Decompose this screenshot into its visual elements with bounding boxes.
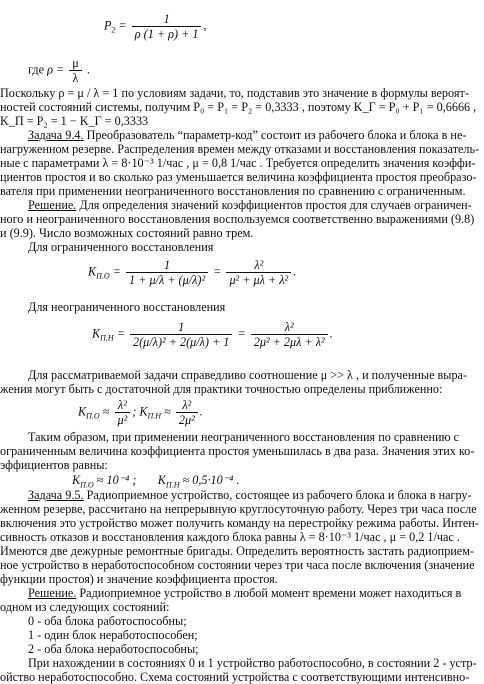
formula-p2-lhs: P bbox=[104, 18, 112, 33]
where-rho-line bbox=[0, 56, 90, 85]
state-item: 1 - один блок неработоспособен; bbox=[28, 628, 198, 642]
formula-kpn-fraction1 bbox=[130, 320, 232, 349]
task94-text: Преобразователь “параметр-код” состоит из рабочего блока и блока в не- bbox=[83, 128, 467, 142]
approx-sep: ; bbox=[132, 404, 137, 419]
para1-line: ностей состояний системы, получим P₀ = P₁ = P₂ = 0,3333 , поэтому K_Г = P₀ + P₁ = 0,6666 , bbox=[0, 100, 477, 114]
formula-kpn-tail: . bbox=[329, 326, 333, 341]
task95-line: женном резерве, рассчитано на непрерывную круглосуточную работу. Через три часа после bbox=[0, 502, 477, 516]
values-line bbox=[72, 473, 240, 489]
values-b-val: ≈ 0,5·10⁻⁴ . bbox=[182, 473, 240, 487]
task94-line: ные с параметрами λ = 8·10⁻³ 1/час , μ = 0,8 1/час . Требуется определить значения коэффи- bbox=[0, 156, 476, 170]
formula-p2-tail: , bbox=[203, 18, 207, 33]
task95-line: включения это устройство может получить команду на перестройку режима работы. Интен- bbox=[0, 516, 479, 530]
approx-b-op: ≈ bbox=[164, 404, 171, 419]
formula-kpn bbox=[92, 320, 333, 349]
formula-p2-sub: 2 bbox=[111, 25, 116, 35]
para2-line: жения могут быть с достаточной для практики точностью определены приближенно: bbox=[0, 382, 443, 396]
formula-kpn-den2: 2μ² + 2μλ + λ² bbox=[253, 335, 325, 349]
formula-kpn-num2: λ² bbox=[251, 320, 328, 335]
approx-b-sub: П.Н bbox=[147, 411, 162, 421]
values-a-sub: П.О bbox=[80, 480, 94, 490]
formula-kpo-sub: П.О bbox=[96, 271, 110, 281]
task95-line: ное устройство в неработоспособном состоянии через три часа после включения (значение bbox=[0, 558, 475, 572]
formula-p2-num: 1 bbox=[132, 12, 202, 27]
solution1-text: Для определения значений коэффициентов простоя для случаев ограничен- bbox=[76, 198, 472, 212]
formula-kpo-eq2: = bbox=[213, 264, 222, 279]
formula-kpo-tail: . bbox=[293, 264, 297, 279]
formula-approx bbox=[78, 398, 203, 427]
task95-line: сивность отказов и восстановления каждого блока равны λ = 8·10⁻³ 1/час , μ = 0,2 1/час . bbox=[0, 530, 460, 544]
task95-line bbox=[0, 488, 472, 502]
unlimited-label: Для неограниченного восстановления bbox=[28, 300, 226, 314]
where-rho-prefix: где bbox=[28, 62, 45, 77]
approx-a-fraction bbox=[115, 398, 131, 427]
state-item: 0 - оба блока работоспособны; bbox=[28, 614, 187, 628]
task94-line: вателя при применении неограниченного восстановления по сравнению с ограниченным. bbox=[0, 184, 466, 198]
formula-kpn-num1: 1 bbox=[130, 320, 232, 335]
approx-b-den: 2μ² bbox=[178, 413, 195, 427]
task95-line: функции простоя) и значение коэффициента простоя. bbox=[0, 572, 278, 586]
solution1-label: Решение. bbox=[28, 198, 77, 212]
formula-kpn-eq2: = bbox=[237, 326, 246, 341]
approx-a-lhs: K bbox=[78, 404, 87, 419]
solution2-line: одном из следующих состояний: bbox=[0, 600, 170, 614]
where-rho-num: μ bbox=[69, 56, 82, 71]
para4-line: При нахождении в состояниях 0 и 1 устройство работоспособно, в состоянии 2 - устр- bbox=[28, 656, 477, 670]
approx-a-sub: П.О bbox=[86, 411, 100, 421]
state-item: 2 - оба блока неработоспособны; bbox=[28, 642, 199, 656]
formula-kpo-num1: 1 bbox=[126, 258, 208, 273]
where-rho-den: λ bbox=[72, 71, 79, 85]
task95-text: Радиоприемное устройство, состоящее из рабочего блока и блока в нагру- bbox=[83, 488, 472, 502]
approx-a-den: μ² bbox=[117, 413, 128, 427]
formula-kpn-den1: 2(μ/λ)² + 2(μ/λ) + 1 bbox=[133, 335, 230, 349]
approx-a-op: ≈ bbox=[102, 404, 110, 419]
approx-tail: . bbox=[199, 404, 203, 419]
para1-line: K_П = P₂ = 1 − K_Г = 0,3333 bbox=[0, 114, 149, 128]
solution2-label: Решение. bbox=[28, 586, 77, 600]
formula-p2-den: ρ (1 + ρ) + 1 bbox=[134, 27, 199, 41]
task94-line bbox=[0, 128, 466, 142]
solution2-text: Радиоприемное устройство в любой момент времени может находиться в bbox=[76, 586, 462, 600]
solution1-line: ного и неограниченного восстановления воспользуемся соответственно выражениями (9.8) bbox=[0, 212, 475, 226]
limited-label: Для ограниченного восстановления bbox=[28, 240, 214, 254]
task94-line: нагруженном резерве. Распределения времен между отказами и восстановления показатель- bbox=[0, 142, 480, 156]
formula-kpo-fraction1 bbox=[126, 258, 208, 287]
solution1-line: и (9.9). Число возможных состояний равно трем. bbox=[0, 226, 254, 240]
formula-kpo-fraction2 bbox=[226, 258, 291, 287]
task94-line: циентов простоя и во сколько раз уменьшается величина коэффициента простоя преобразо- bbox=[0, 170, 477, 184]
formula-kpo bbox=[88, 258, 296, 287]
formula-p2 bbox=[104, 12, 207, 41]
para3-line: ограниченным величина коэффициента простоя уменьшилась в два раза. Значения этих ко- bbox=[0, 444, 475, 458]
formula-kpo-eq: = bbox=[112, 264, 121, 279]
solution1-line bbox=[0, 198, 472, 212]
para2-line: Для рассматриваемой задачи справедливо соотношение μ >> λ , и полученные выра- bbox=[28, 368, 468, 382]
formula-p2-eq: = bbox=[118, 18, 127, 33]
approx-b-fraction bbox=[176, 398, 198, 427]
para3-line: эффициентов равны: bbox=[0, 458, 108, 472]
formula-kpn-lhs: K bbox=[92, 326, 101, 341]
approx-b-num: λ² bbox=[176, 398, 198, 413]
formula-kpn-eq: = bbox=[116, 326, 125, 341]
where-rho-fraction bbox=[69, 56, 82, 85]
task95-line: Имеются две дежурные ремонтные бригады. Определить вероятность застать радиоприем- bbox=[0, 544, 474, 558]
para4-line: ойство неработоспособно. Схема состояний устройства с соответствующими интенсивно- bbox=[0, 670, 470, 684]
approx-b-lhs: K bbox=[139, 404, 148, 419]
where-rho-lhs: ρ = bbox=[47, 62, 65, 77]
formula-kpo-den2: μ² + μλ + λ² bbox=[229, 273, 289, 287]
values-a: K bbox=[72, 473, 81, 487]
formula-kpn-fraction2 bbox=[251, 320, 328, 349]
formula-kpo-lhs: K bbox=[88, 264, 97, 279]
task94-label: Задача 9.4. bbox=[28, 128, 84, 142]
task95-label: Задача 9.5. bbox=[28, 488, 84, 502]
where-rho-tail: . bbox=[86, 62, 90, 77]
formula-kpo-den1: 1 + μ/λ + (μ/λ)² bbox=[129, 273, 206, 287]
solution2-line bbox=[0, 586, 461, 600]
approx-a-num: λ² bbox=[115, 398, 131, 413]
formula-kpo-num2: λ² bbox=[226, 258, 291, 273]
values-b: K bbox=[157, 473, 166, 487]
values-b-sub: П.Н bbox=[165, 480, 180, 490]
values-a-val: ≈ 10⁻⁴ ; bbox=[96, 473, 137, 487]
para3-line: Таким образом, при применении неограниченного восстановления по сравнению с bbox=[28, 430, 460, 444]
para1-line: Поскольку ρ = μ / λ = 1 по условиям задачи, то, подставив это значение в формулы вероят- bbox=[0, 86, 469, 100]
formula-p2-fraction bbox=[132, 12, 202, 41]
formula-kpn-sub: П.Н bbox=[100, 333, 114, 343]
